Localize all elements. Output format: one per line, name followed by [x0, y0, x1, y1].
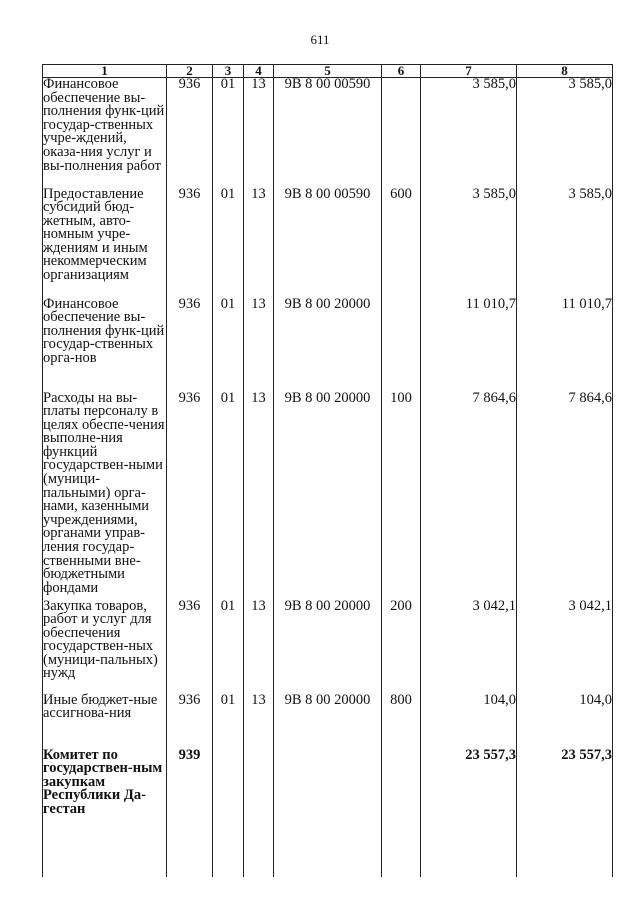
- cell-subsection: 13: [244, 78, 274, 188]
- cell-subsection: 13: [244, 392, 274, 600]
- cell-subsection: 13: [244, 188, 274, 298]
- cell-amount-7: 3 585,0: [421, 78, 517, 188]
- cell-amount-7: 3 042,1: [421, 600, 517, 694]
- row-name: Иные бюджет-ные ассигнова-ния: [43, 694, 167, 749]
- cell-target: 9В 8 00 20000: [274, 298, 382, 392]
- table-row: [43, 298, 613, 392]
- table-row: [43, 188, 613, 298]
- cell-target: 9В 8 00 20000: [274, 392, 382, 600]
- cell-subsection: 13: [244, 298, 274, 392]
- cell-type: [382, 298, 421, 392]
- cell-section: 01: [213, 298, 244, 392]
- cell-code: 936: [167, 600, 213, 694]
- column-header: 1: [43, 65, 167, 78]
- cell-subsection: 13: [244, 694, 274, 749]
- cell-target: 9В 8 00 20000: [274, 694, 382, 749]
- cell-target: [274, 749, 382, 877]
- cell-section: 01: [213, 694, 244, 749]
- budget-table: [42, 64, 613, 877]
- column-header: 4: [244, 65, 274, 78]
- table-row-total: [43, 749, 613, 877]
- cell-code: 936: [167, 188, 213, 298]
- row-name: Закупка товаров, работ и услуг для обеспечения государствен-ных (муници-пальных) нужд: [43, 600, 167, 694]
- cell-type: 200: [382, 600, 421, 694]
- cell-code: 936: [167, 298, 213, 392]
- column-header: 6: [382, 65, 421, 78]
- cell-type: [382, 78, 421, 188]
- cell-code: 936: [167, 392, 213, 600]
- cell-amount-7: 104,0: [421, 694, 517, 749]
- row-name: Финансовое обеспечение вы-полнения функ-ций государ-ственных орга-нов: [43, 298, 167, 392]
- cell-amount-8: 23 557,3: [517, 749, 613, 877]
- row-name: Предоставление субсидий бюд-жетным, авто-номным учре-ждениям и иным некоммерческим организациям: [43, 188, 167, 298]
- column-header: 7: [421, 65, 517, 78]
- cell-amount-7: 23 557,3: [421, 749, 517, 877]
- cell-amount-7: 7 864,6: [421, 392, 517, 600]
- cell-section: [213, 749, 244, 877]
- cell-type: 800: [382, 694, 421, 749]
- page-number: 611: [310, 32, 330, 47]
- table-row: [43, 392, 613, 600]
- column-header: 8: [517, 65, 613, 78]
- column-header: 2: [167, 65, 213, 78]
- cell-amount-8: 3 585,0: [517, 188, 613, 298]
- cell-target: 9В 8 00 00590: [274, 188, 382, 298]
- row-name: Расходы на вы-платы персоналу в целях обеспе-чения выполне-ния функций государствен-ными (муници-пальными) орга-нами, казенными учреждениями, органами управ-ления государ-ственными вне-бюджетными фондами: [43, 392, 167, 600]
- cell-subsection: 13: [244, 600, 274, 694]
- cell-section: 01: [213, 392, 244, 600]
- cell-section: 01: [213, 78, 244, 188]
- cell-subsection: [244, 749, 274, 877]
- row-name: Финансовое обеспечение вы-полнения функ-ций государ-ственных учре-ждений, оказа-ния услуг и вы-полнения работ: [43, 78, 167, 188]
- cell-amount-8: 11 010,7: [517, 298, 613, 392]
- table-row: [43, 600, 613, 694]
- cell-amount-8: 3 585,0: [517, 78, 613, 188]
- cell-amount-8: 104,0: [517, 694, 613, 749]
- cell-target: 9В 8 00 20000: [274, 600, 382, 694]
- row-name: Комитет по государствен-ным закупкам Республики Да-гестан: [43, 749, 167, 877]
- table-row: [43, 78, 613, 188]
- column-header: 3: [213, 65, 244, 78]
- cell-amount-7: 11 010,7: [421, 298, 517, 392]
- column-header: 5: [274, 65, 382, 78]
- table-row: [43, 694, 613, 749]
- cell-type: 600: [382, 188, 421, 298]
- cell-type: [382, 749, 421, 877]
- cell-type: 100: [382, 392, 421, 600]
- cell-code: 936: [167, 78, 213, 188]
- cell-section: 01: [213, 188, 244, 298]
- cell-amount-8: 7 864,6: [517, 392, 613, 600]
- cell-amount-7: 3 585,0: [421, 188, 517, 298]
- cell-amount-8: 3 042,1: [517, 600, 613, 694]
- cell-code: 936: [167, 694, 213, 749]
- cell-section: 01: [213, 600, 244, 694]
- cell-target: 9В 8 00 00590: [274, 78, 382, 188]
- cell-code: 939: [167, 749, 213, 877]
